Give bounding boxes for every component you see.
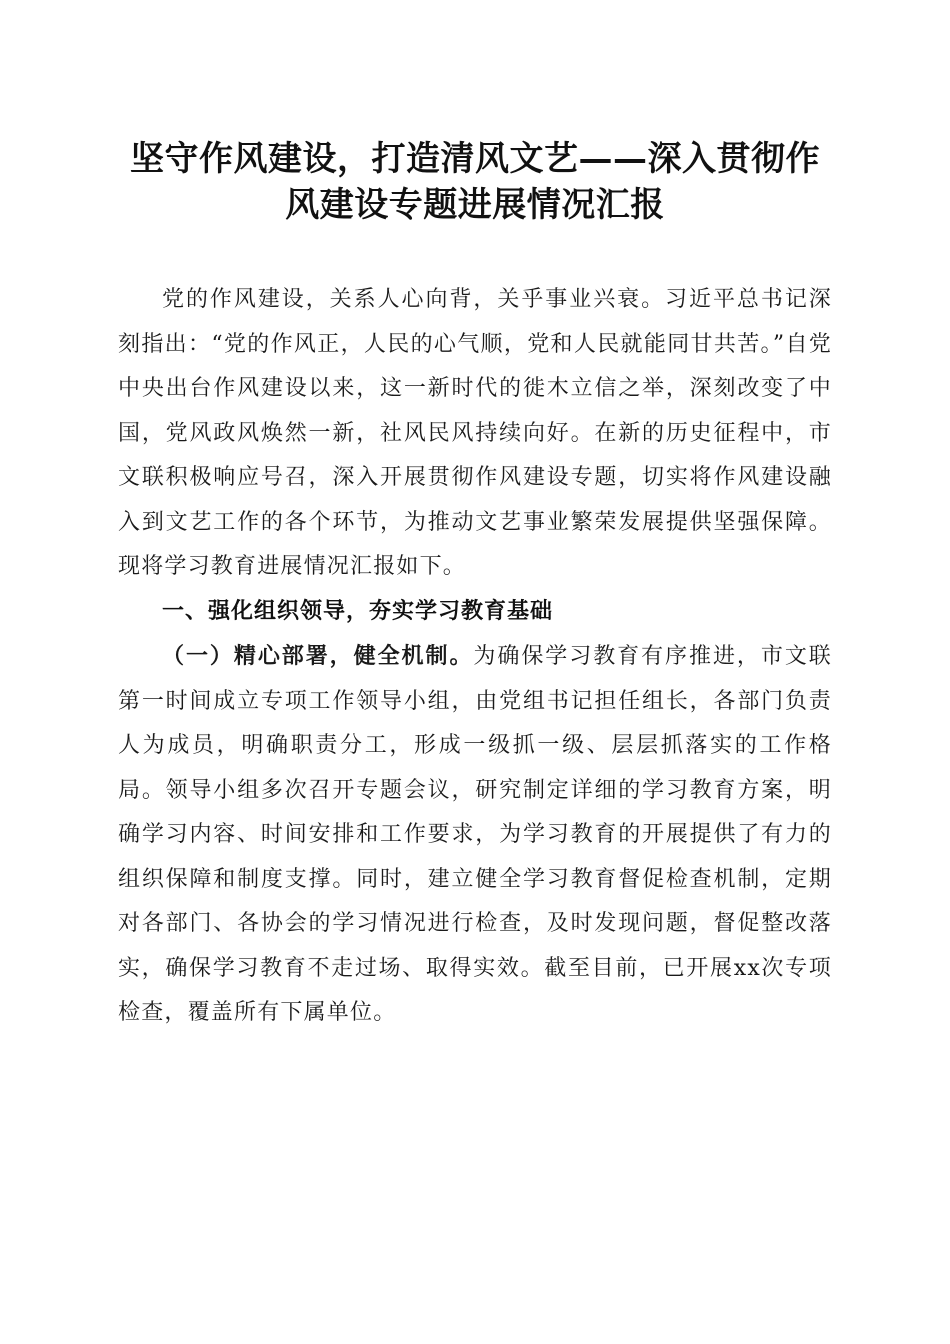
subsection-heading: （一）精心部署，健全机制。: [162, 643, 474, 669]
intro-paragraph: 党的作风建设，关系人心向背，关乎事业兴衰。习近平总书记深刻指出：“党的作风正，人民的心气顺，党和人民就能同甘共苦。”自党中央出台作风建设以来，这一新时代的徙木立信之举，深刻改变了中国，党风政风焕然一新，社风民风持续向好。在新的历史征程中，市文联积极响应号召，深入开展贯彻作风建设专题，切实将作风建设融入到文艺工作的各个环节，为推动文艺事业繁荣发展提供坚强保障。现将学习教育进展情况汇报如下。: [118, 287, 832, 579]
title-line-2: 风建设专题进展情况汇报: [285, 185, 665, 225]
subsection-body: 为确保学习教育有序推进，市文联第一时间成立专项工作领导小组，由党组书记担任组长，各部门负责人为成员，明确职责分工，形成一级抓一级、层层抓落实的工作格局。领导小组多次召开专题会议，研究制定详细的学习教育方案，明确学习内容、时间安排和工作要求，为学习教育的开展提供了有力的组织保障和制度支撑。同时，建立健全学习教育督促检查机制，定期对各部门、各协会的学习情况进行检查，及时发现问题，督促整改落实，确保学习教育不走过场、取得实效。截至目前，已开展xx次专项检查，覆盖所有下属单位。: [118, 644, 832, 1025]
section-heading: 一、强化组织领导，夯实学习教育基础: [162, 598, 554, 624]
subsection-paragraph: [118, 634, 832, 1036]
document-body: [118, 278, 832, 1036]
title-line-1: 坚守作风建设，打造清风文艺——深入贯彻作: [130, 139, 820, 179]
document-title: [110, 136, 840, 228]
